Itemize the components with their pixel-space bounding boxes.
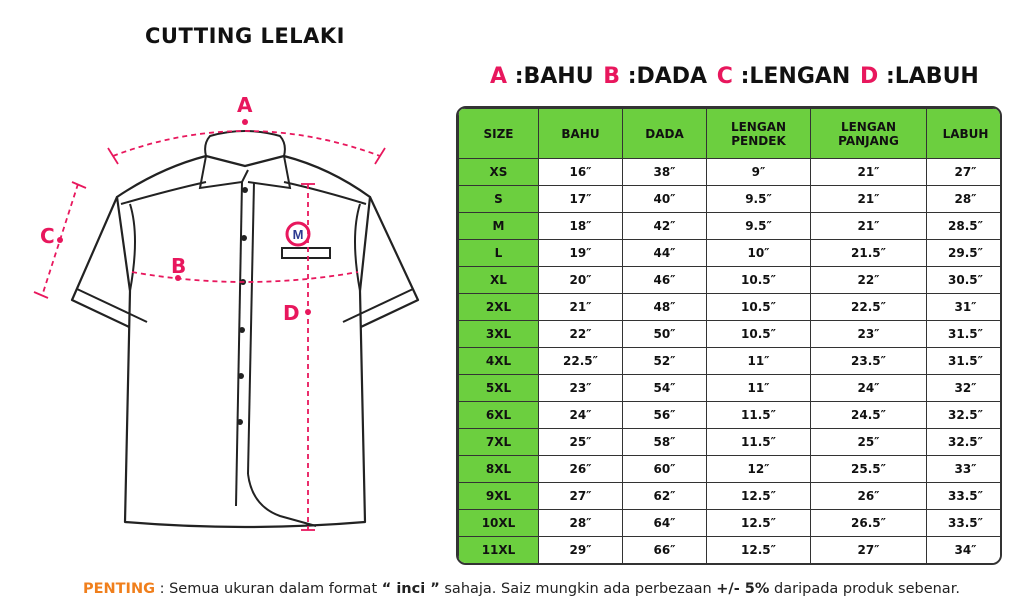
measurement-cell: 19″ xyxy=(539,240,623,267)
size-label-cell: XL xyxy=(459,267,539,294)
table-row xyxy=(459,510,1003,537)
important-note xyxy=(83,581,960,597)
table-row xyxy=(459,321,1003,348)
measurement-cell: 9″ xyxy=(707,159,811,186)
page-title: CUTTING LELAKI xyxy=(145,24,345,48)
measurement-cell: 10″ xyxy=(707,240,811,267)
measurement-cell: 26.5″ xyxy=(811,510,927,537)
table-row xyxy=(459,186,1003,213)
logo-letter: M xyxy=(292,227,304,242)
header-dada: DADA xyxy=(623,109,707,159)
measurement-cell: 31.5″ xyxy=(927,348,1003,375)
measurement-cell: 11″ xyxy=(707,375,811,402)
measurement-cell: 28.5″ xyxy=(927,213,1003,240)
table-row xyxy=(459,213,1003,240)
measurement-cell: 26″ xyxy=(539,456,623,483)
legend-key-d: D xyxy=(860,64,879,89)
size-label-cell: 6XL xyxy=(459,402,539,429)
table-body xyxy=(459,159,1003,564)
measurement-cell: 22″ xyxy=(539,321,623,348)
measurement-cell: 10.5″ xyxy=(707,267,811,294)
header-labuh: LABUH xyxy=(927,109,1003,159)
measurement-cell: 62″ xyxy=(623,483,707,510)
size-label-cell: 2XL xyxy=(459,294,539,321)
measurement-cell: 31.5″ xyxy=(927,321,1003,348)
measurement-cell: 28″ xyxy=(927,186,1003,213)
header-bahu: BAHU xyxy=(539,109,623,159)
measurement-cell: 11″ xyxy=(707,348,811,375)
measurement-cell: 12.5″ xyxy=(707,510,811,537)
measurement-cell: 66″ xyxy=(623,537,707,564)
measurement-cell: 22.5″ xyxy=(811,294,927,321)
measurement-cell: 18″ xyxy=(539,213,623,240)
table-row xyxy=(459,267,1003,294)
size-label-cell: 9XL xyxy=(459,483,539,510)
size-label-cell: 10XL xyxy=(459,510,539,537)
size-label-cell: XS xyxy=(459,159,539,186)
measurement-legend xyxy=(490,64,981,89)
legend-value-labuh: :LABUH xyxy=(885,64,979,89)
measurement-cell: 44″ xyxy=(623,240,707,267)
measurement-cell: 28″ xyxy=(539,510,623,537)
measurement-cell: 60″ xyxy=(623,456,707,483)
legend-value-lengan: :LENGAN xyxy=(740,64,851,89)
measurement-cell: 56″ xyxy=(623,402,707,429)
measurement-cell: 23″ xyxy=(539,375,623,402)
measurement-cell: 20″ xyxy=(539,267,623,294)
table-row xyxy=(459,240,1003,267)
header-lengan-pendek: LENGAN PENDEK xyxy=(707,109,811,159)
legend-key-a: A xyxy=(490,64,508,89)
table-row xyxy=(459,429,1003,456)
measurement-cell: 32.5″ xyxy=(927,402,1003,429)
measurement-cell: 52″ xyxy=(623,348,707,375)
measurement-cell: 40″ xyxy=(623,186,707,213)
measurement-cell: 10.5″ xyxy=(707,294,811,321)
measurement-cell: 22″ xyxy=(811,267,927,294)
measurement-cell: 33.5″ xyxy=(927,483,1003,510)
measurement-cell: 24″ xyxy=(539,402,623,429)
legend-key-b: B xyxy=(603,64,621,89)
measurement-cell: 30.5″ xyxy=(927,267,1003,294)
measurement-cell: 29.5″ xyxy=(927,240,1003,267)
table-header-row xyxy=(459,109,1003,159)
measurement-cell: 48″ xyxy=(623,294,707,321)
measurement-cell: 64″ xyxy=(623,510,707,537)
size-label-cell: M xyxy=(459,213,539,240)
measurement-cell: 25″ xyxy=(811,429,927,456)
measurement-cell: 34″ xyxy=(927,537,1003,564)
measurement-cell: 58″ xyxy=(623,429,707,456)
measurement-cell: 11.5″ xyxy=(707,402,811,429)
measurement-cell: 9.5″ xyxy=(707,186,811,213)
table-row xyxy=(459,483,1003,510)
measurement-cell: 27″ xyxy=(539,483,623,510)
size-label-cell: 7XL xyxy=(459,429,539,456)
measurement-cell: 23.5″ xyxy=(811,348,927,375)
note-text-2: sahaja. Saiz mungkin ada perbezaan xyxy=(439,581,717,597)
measurement-cell: 50″ xyxy=(623,321,707,348)
note-text-1: : Semua ukuran dalam format xyxy=(155,581,382,597)
marker-d: D xyxy=(283,301,300,325)
measurement-cell: 27″ xyxy=(927,159,1003,186)
measurement-cell: 21″ xyxy=(811,159,927,186)
size-label-cell: 4XL xyxy=(459,348,539,375)
measurement-cell: 27″ xyxy=(811,537,927,564)
brand-logo xyxy=(287,223,309,245)
measurement-cell: 9.5″ xyxy=(707,213,811,240)
marker-a: A xyxy=(237,93,253,117)
measurement-cell: 33.5″ xyxy=(927,510,1003,537)
table-row xyxy=(459,348,1003,375)
measurement-cell: 38″ xyxy=(623,159,707,186)
measurement-cell: 54″ xyxy=(623,375,707,402)
measurement-cell: 10.5″ xyxy=(707,321,811,348)
measurement-cell: 42″ xyxy=(623,213,707,240)
measurement-cell: 23″ xyxy=(811,321,927,348)
measurement-cell: 24″ xyxy=(811,375,927,402)
measurement-cell: 46″ xyxy=(623,267,707,294)
note-unit: “ inci ” xyxy=(381,581,440,597)
measurement-cell: 31″ xyxy=(927,294,1003,321)
measurement-cell: 22.5″ xyxy=(539,348,623,375)
header-lengan-panjang: LENGAN PANJANG xyxy=(811,109,927,159)
note-tolerance: +/- 5% xyxy=(716,581,770,597)
measurement-cell: 25.5″ xyxy=(811,456,927,483)
table-row xyxy=(459,537,1003,564)
size-label-cell: L xyxy=(459,240,539,267)
measurement-cell: 24.5″ xyxy=(811,402,927,429)
table-row xyxy=(459,456,1003,483)
measurement-cell: 21″ xyxy=(811,186,927,213)
measurement-cell: 21″ xyxy=(811,213,927,240)
header-size: SIZE xyxy=(459,109,539,159)
legend-key-c: C xyxy=(716,64,733,89)
shirt-diagram xyxy=(20,86,440,546)
measurement-cell: 21″ xyxy=(539,294,623,321)
size-label-cell: 3XL xyxy=(459,321,539,348)
measurement-cell: 17″ xyxy=(539,186,623,213)
measurement-cell: 16″ xyxy=(539,159,623,186)
measurement-cell: 11.5″ xyxy=(707,429,811,456)
table-row xyxy=(459,375,1003,402)
measurement-cell: 12.5″ xyxy=(707,483,811,510)
marker-b: B xyxy=(171,254,187,278)
measurement-cell: 12″ xyxy=(707,456,811,483)
size-label-cell: 8XL xyxy=(459,456,539,483)
size-label-cell: 11XL xyxy=(459,537,539,564)
measurement-cell: 32.5″ xyxy=(927,429,1003,456)
measurement-cell: 32″ xyxy=(927,375,1003,402)
note-text-3: daripada produk sebenar. xyxy=(769,581,960,597)
size-label-cell: S xyxy=(459,186,539,213)
measurement-cell: 26″ xyxy=(811,483,927,510)
size-label-cell: 5XL xyxy=(459,375,539,402)
table-row xyxy=(459,294,1003,321)
measurement-cell: 33″ xyxy=(927,456,1003,483)
measurement-cell: 21.5″ xyxy=(811,240,927,267)
marker-c: C xyxy=(40,224,55,248)
shoulder-measure-line xyxy=(113,131,380,156)
measurement-cell: 25″ xyxy=(539,429,623,456)
table-row xyxy=(459,159,1003,186)
legend-value-bahu: :BAHU xyxy=(514,64,594,89)
legend-value-dada: :DADA xyxy=(627,64,708,89)
table-row xyxy=(459,402,1003,429)
measurement-cell: 29″ xyxy=(539,537,623,564)
note-label: PENTING xyxy=(83,581,155,597)
measurement-cell: 12.5″ xyxy=(707,537,811,564)
size-chart-table xyxy=(456,106,1002,565)
